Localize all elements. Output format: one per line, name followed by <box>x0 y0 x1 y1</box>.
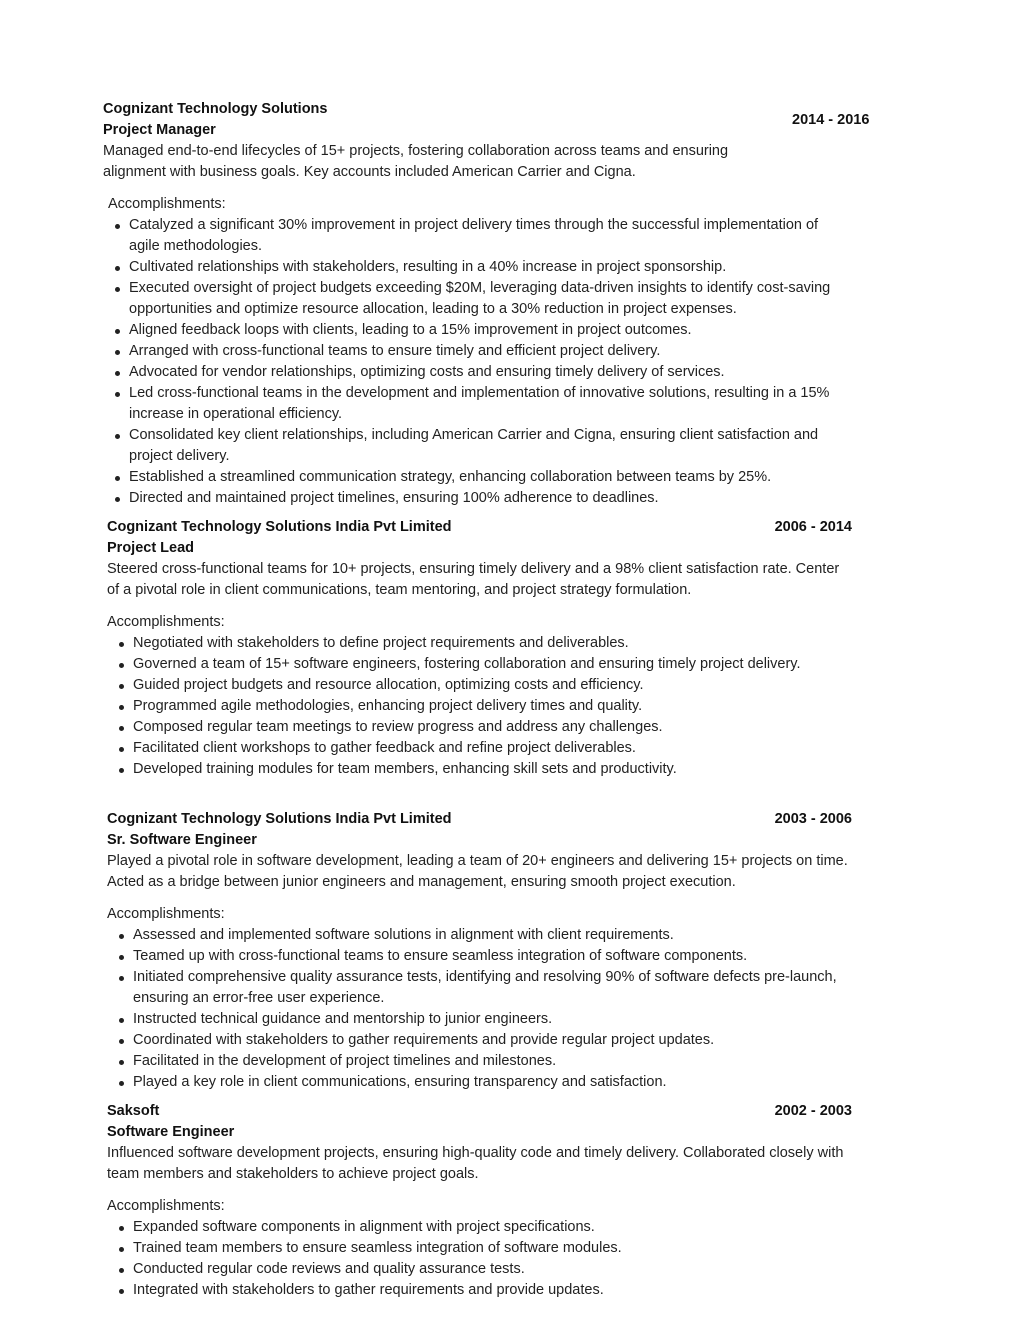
accomplishments-list <box>107 633 852 780</box>
accomplishment-item: Executed oversight of project budgets exceeding $20M, leveraging data-driven insights to identify cost-saving opportunities and optimize resource allocation, leading to a 30% reduction in project expenses. <box>103 278 848 320</box>
accomplishment-item: Composed regular team meetings to review progress and address any challenges. <box>107 717 852 738</box>
accomplishment-item: Played a key role in client communications, ensuring transparency and satisfaction. <box>107 1072 852 1093</box>
job-summary: Managed end-to-end lifecycles of 15+ projects, fostering collaboration across teams and ensuring alignment with business goals. Key accounts included American Carrier and Cigna. <box>103 143 729 180</box>
job-entry-software-engineer <box>107 1101 852 1301</box>
job-title: Project Lead <box>107 540 195 556</box>
accomplishment-item: Cultivated relationships with stakeholders, resulting in a 40% increase in project sponsorship. <box>103 257 848 278</box>
job-entry-sr-software-engineer <box>107 809 852 1093</box>
company-name: Cognizant Technology Solutions India Pvt Limited <box>107 811 452 827</box>
accomplishment-item: Initiated comprehensive quality assurance tests, identifying and resolving 90% of software defects pre-launch, ensuring an error-free user experience. <box>107 967 852 1009</box>
accomplishment-item: Assessed and implemented software solutions in alignment with client requirements. <box>107 925 852 946</box>
job-title: Project Manager <box>103 122 216 138</box>
accomplishments-label: Accomplishments: <box>107 906 225 922</box>
accomplishment-item: Guided project budgets and resource allocation, optimizing costs and efficiency. <box>107 675 852 696</box>
job-dates: 2006 - 2014 <box>774 519 852 535</box>
job-entry-project-manager <box>103 99 870 509</box>
job-summary: Steered cross-functional teams for 10+ projects, ensuring timely delivery and a 98% client satisfaction rate. Center of a pivotal role in client communications, team mentoring, and project strategy formulation. <box>107 561 840 598</box>
accomplishment-item: Arranged with cross-functional teams to ensure timely and efficient project delivery. <box>103 341 848 362</box>
accomplishments-label: Accomplishments: <box>107 614 225 630</box>
accomplishment-item: Directed and maintained project timelines, ensuring 100% adherence to deadlines. <box>103 488 848 509</box>
accomplishment-item: Instructed technical guidance and mentorship to junior engineers. <box>107 1009 852 1030</box>
accomplishment-item: Programmed agile methodologies, enhancing project delivery times and quality. <box>107 696 852 717</box>
accomplishments-list <box>103 215 848 509</box>
accomplishment-item: Trained team members to ensure seamless integration of software modules. <box>107 1238 852 1259</box>
accomplishment-item: Negotiated with stakeholders to define project requirements and deliverables. <box>107 633 852 654</box>
job-dates: 2002 - 2003 <box>774 1103 852 1119</box>
accomplishment-item: Coordinated with stakeholders to gather requirements and provide regular project updates. <box>107 1030 852 1051</box>
accomplishment-item: Aligned feedback loops with clients, leading to a 15% improvement in project outcomes. <box>103 320 848 341</box>
accomplishment-item: Expanded software components in alignment with project specifications. <box>107 1217 852 1238</box>
company-name: Saksoft <box>107 1103 160 1119</box>
job-dates: 2003 - 2006 <box>774 811 852 827</box>
accomplishments-list <box>107 925 852 1093</box>
accomplishment-item: Developed training modules for team members, enhancing skill sets and productivity. <box>107 759 852 780</box>
company-name: Cognizant Technology Solutions India Pvt Limited <box>107 519 452 535</box>
job-title: Sr. Software Engineer <box>107 832 257 848</box>
job-entry-project-lead <box>107 517 852 780</box>
job-summary: Played a pivotal role in software development, leading a team of 20+ engineers and delivering 15+ projects on time. Acted as a bridge between junior engineers and management, ensuring smooth project execution. <box>107 853 848 890</box>
accomplishment-item: Facilitated in the development of project timelines and milestones. <box>107 1051 852 1072</box>
accomplishment-item: Led cross-functional teams in the development and implementation of innovative solutions, resulting in a 15% increase in operational efficiency. <box>103 383 848 425</box>
job-summary: Influenced software development projects, ensuring high-quality code and timely delivery. Collaborated closely with team members and stakeholders to achieve project goals. <box>107 1145 844 1182</box>
accomplishment-item: Consolidated key client relationships, including American Carrier and Cigna, ensuring client satisfaction and project delivery. <box>103 425 848 467</box>
accomplishments-list <box>107 1217 852 1301</box>
accomplishment-item: Established a streamlined communication strategy, enhancing collaboration between teams by 25%. <box>103 467 848 488</box>
accomplishment-item: Governed a team of 15+ software engineers, fostering collaboration and ensuring timely project delivery. <box>107 654 852 675</box>
job-title: Software Engineer <box>107 1124 235 1140</box>
accomplishment-item: Conducted regular code reviews and quality assurance tests. <box>107 1259 852 1280</box>
accomplishments-label: Accomplishments: <box>108 196 226 212</box>
accomplishments-label: Accomplishments: <box>107 1198 225 1214</box>
accomplishment-item: Integrated with stakeholders to gather requirements and provide updates. <box>107 1280 852 1301</box>
accomplishment-item: Catalyzed a significant 30% improvement in project delivery times through the successful implementation of agile methodologies. <box>103 215 848 257</box>
accomplishment-item: Advocated for vendor relationships, optimizing costs and ensuring timely delivery of services. <box>103 362 848 383</box>
company-name: Cognizant Technology Solutions <box>103 101 328 117</box>
job-dates: 2014 - 2016 <box>792 112 870 128</box>
accomplishment-item: Teamed up with cross-functional teams to ensure seamless integration of software components. <box>107 946 852 967</box>
accomplishment-item: Facilitated client workshops to gather feedback and refine project deliverables. <box>107 738 852 759</box>
